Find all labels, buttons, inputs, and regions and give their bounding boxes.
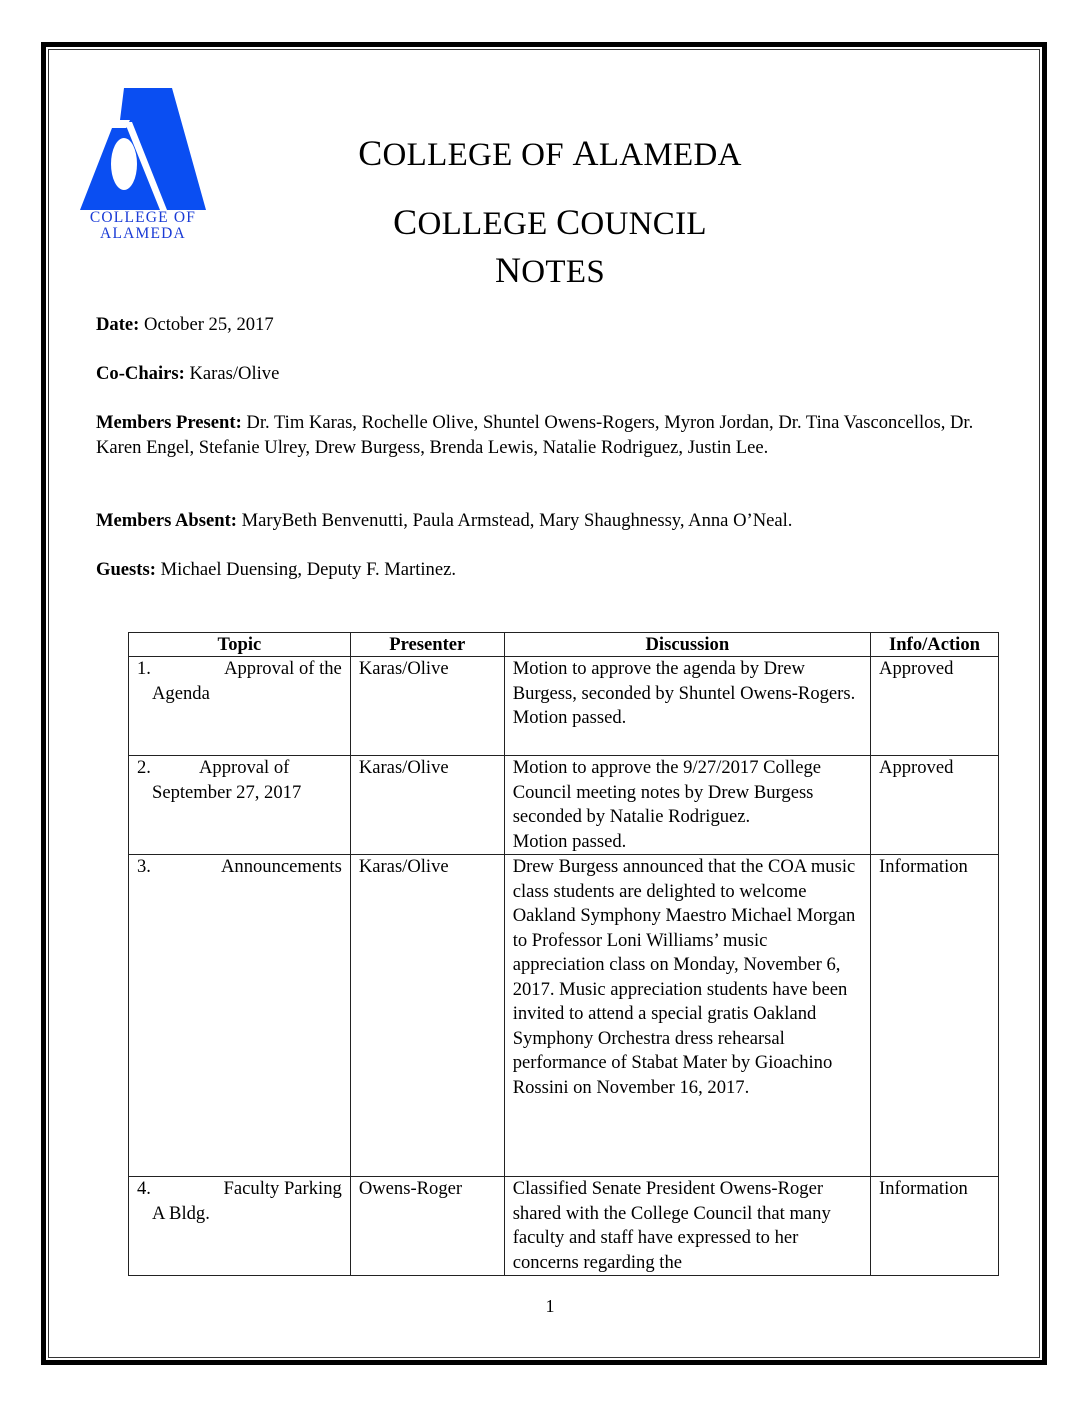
header-presenter: Presenter [350, 633, 504, 657]
topic-text: Announcements [220, 856, 342, 877]
topic-text: Approval of [199, 757, 290, 778]
presenter-cell: Karas/Olive [350, 657, 504, 756]
topic-text: Faculty Parking [223, 1178, 342, 1199]
council-title: COLLEGE COUNCIL [393, 202, 707, 242]
header-topic: Topic [129, 633, 351, 657]
topic-text: Approval of the [224, 658, 342, 679]
topic-number: 4. [137, 1178, 151, 1199]
topic-text-cont: A Bldg. [152, 1202, 210, 1224]
discussion-text: Drew Burgess announced that the COA music class students are delighted to welcome Oakland Symphony Maestro Michael Morgan to Professor Loni Williams’ music appreciation class on Monday, November 6, 2017. Music appreciation students have been invited to attend a special gratis Oakland Symphony Orchestra dress rehearsal performance of Stabat Mater by Gioachino Rossini on November 16, 2017. [512, 856, 856, 1098]
topic-number: 3. [137, 856, 151, 877]
topic-number: 1. [137, 658, 151, 679]
topic-text-cont: Agenda [152, 682, 210, 704]
discussion-cell [504, 657, 870, 756]
college-name-title: COLLEGE OF ALAMEDA [358, 133, 742, 173]
topic-cell [129, 756, 351, 855]
discussion-text: Motion passed. [512, 707, 627, 728]
info-action-cell: Information [871, 855, 999, 1177]
info-action-cell: Approved [871, 756, 999, 855]
topic-cell [129, 657, 351, 756]
agenda-table [128, 632, 999, 1276]
table-header-row [129, 633, 999, 657]
notes-title: NOTES [494, 250, 605, 290]
table-row [129, 756, 999, 855]
discussion-cell [504, 756, 870, 855]
presenter-cell: Karas/Olive [350, 855, 504, 1177]
presenter-cell: Owens-Roger [350, 1177, 504, 1276]
page-number: 1 [545, 1296, 555, 1316]
info-action-cell: Approved [871, 657, 999, 756]
table-row [129, 657, 999, 756]
discussion-text: Motion to approve the 9/27/2017 College Council meeting notes by Drew Burgess seconded by Natalie Rodriguez. [512, 757, 821, 827]
discussion-text: Classified Senate President Owens-Roger shared with the College Council that many faculty and staff have expressed to her concerns regarding the [512, 1178, 831, 1273]
co-chairs: Co-Chairs: Karas/Olive [96, 363, 280, 384]
logo-caption-line2: ALAMEDA [100, 225, 186, 242]
topic-cell [129, 1177, 351, 1276]
header-info-action: Info/Action [871, 633, 999, 657]
presenter-cell: Karas/Olive [350, 756, 504, 855]
guests: Guests: Michael Duensing, Deputy F. Martinez. [96, 559, 456, 580]
table-row [129, 855, 999, 1177]
topic-text-cont: September 27, 2017 [152, 781, 302, 803]
members-absent: Members Absent: MaryBeth Benvenutti, Paula Armstead, Mary Shaughnessy, Anna O’Neal. [96, 510, 793, 531]
header-discussion: Discussion [504, 633, 870, 657]
discussion-text: Motion to approve the agenda by Drew Burgess, seconded by Shuntel Owens-Rogers. [512, 658, 856, 704]
topic-number: 2. [137, 757, 151, 778]
meeting-date: Date: October 25, 2017 [96, 314, 274, 335]
members-present: Members Present: Dr. Tim Karas, Rochelle Olive, Shuntel Owens-Rogers, Myron Jordan, Dr. Tina Vasconcellos, Dr. Karen Engel, Stefanie Ulrey, Drew Burgess, Brenda Lewis, Natalie Rodriguez, Justin Lee. [96, 412, 974, 458]
logo-caption-line1: COLLEGE OF [89, 209, 197, 226]
discussion-cell [504, 855, 870, 1177]
info-action-cell: Information [871, 1177, 999, 1276]
discussion-cell [504, 1177, 870, 1276]
table-row [129, 1177, 999, 1276]
topic-cell [129, 855, 351, 1177]
discussion-text: Motion passed. [512, 830, 627, 852]
